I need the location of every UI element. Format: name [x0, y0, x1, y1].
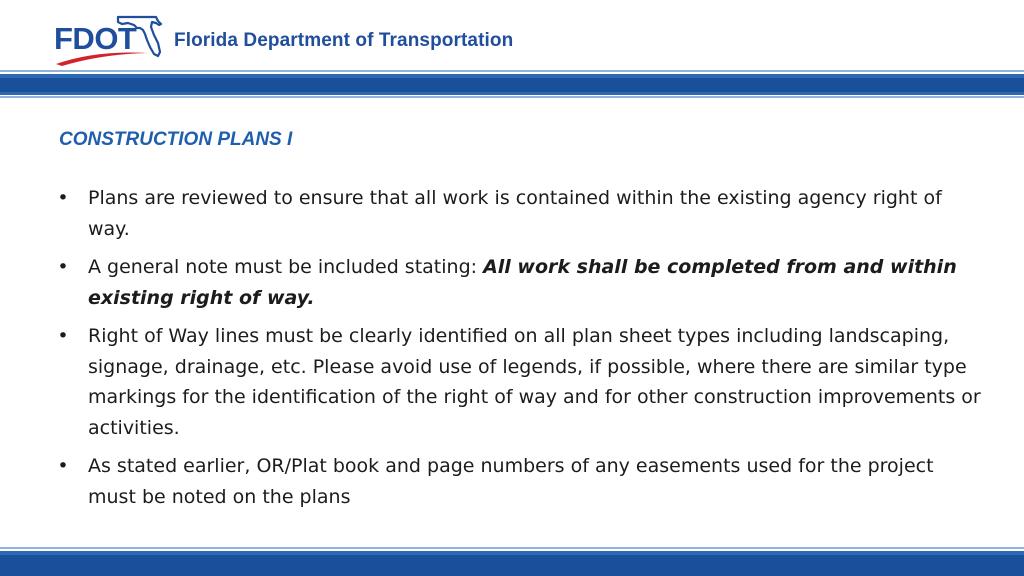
fdot-logo — [52, 12, 164, 66]
bullet-emphasis-text: All work shall be completed from and within existing right of way. — [88, 256, 957, 309]
slide-title: CONSTRUCTION PLANS I — [59, 129, 293, 150]
bullet-dot-icon: • — [57, 187, 69, 209]
footer-bar — [0, 547, 1024, 576]
bullet-list — [56, 183, 986, 520]
bullet-text: A general note must be included stating: — [88, 256, 484, 278]
logo-wordmark: FDOT — [54, 21, 137, 56]
bullet-item — [56, 183, 986, 244]
bullet-dot-icon: • — [57, 256, 69, 278]
bullet-text: Right of Way lines must be clearly identified on all plan sheet types including landscaping, signage, drainage, etc. Please avoid use of legends, if possible, where there are similar type markings for the identification of the right of way and for other construction improvements or activities. — [88, 325, 981, 439]
bullet-dot-icon: • — [57, 455, 69, 477]
bullet-dot-icon: • — [57, 325, 69, 347]
bullet-item — [56, 321, 986, 443]
bullet-text: As stated earlier, OR/Plat book and page numbers of any easements used for the project must be noted on the plans — [88, 455, 934, 508]
bullet-text: Plans are reviewed to ensure that all work is contained within the existing agency right of way. — [88, 187, 942, 240]
bullet-item — [56, 451, 986, 512]
header-divider-bar — [0, 70, 1024, 98]
agency-name: Florida Department of Transportation — [174, 30, 514, 51]
bullet-item — [56, 252, 986, 313]
header — [0, 0, 1024, 70]
